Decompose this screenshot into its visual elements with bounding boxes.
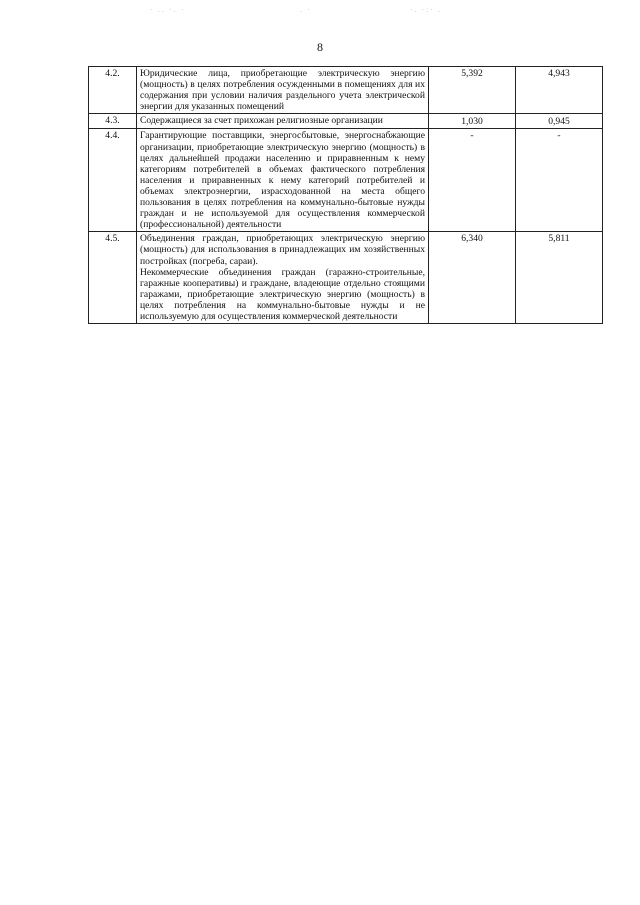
row-description — [137, 129, 429, 232]
scan-noise-right: ·. ·:· . — [410, 6, 442, 14]
row-description-text: Юридические лица, приобретающие электрическую энергию (мощность) в целях потребления осужденными в помещениях для их содержания при условии наличия раздельного учета электрической энергии для указанных помещений — [140, 68, 425, 113]
row-description-text: Содержащиеся за счет прихожан религиозные организации — [140, 115, 383, 127]
row-description-text-1: Объединения граждан, приобретающих электрическую энергию (мощность) для использования в принадлежащих им хозяйственных постройках (погреба, сараи). — [140, 233, 425, 267]
scan-noise-left: · .. ·. · — [150, 6, 186, 14]
row-value-1: 5,392 — [429, 67, 516, 114]
row-value-2: - — [516, 129, 603, 232]
row-value-2: 0,945 — [516, 114, 603, 129]
row-number: 4.3. — [89, 114, 137, 129]
tariff-table — [88, 66, 603, 324]
row-description — [137, 67, 429, 114]
row-number: 4.2. — [89, 67, 137, 114]
table-row — [89, 114, 603, 129]
row-value-1: - — [429, 129, 516, 232]
row-description-text-2: Некоммерческие объединения граждан (гаражно-строительные, гаражные кооперативы) и граждане, владеющие отдельно стоящими гаражами, приобретающие электрическую энергию (мощность) в целях потребления на коммунально-бытовые нужды и не используемую для осуществления коммерческой деятельности — [140, 266, 425, 322]
row-number: 4.4. — [89, 129, 137, 232]
row-value-1: 1,030 — [429, 114, 516, 129]
row-number: 4.5. — [89, 232, 137, 324]
scan-noise-center: . · — [300, 6, 312, 14]
row-value-2: 4,943 — [516, 67, 603, 114]
row-description — [137, 114, 429, 129]
table-row — [89, 232, 603, 324]
table-row — [89, 67, 603, 114]
page-number: 8 — [317, 40, 323, 54]
row-value-2: 5,811 — [516, 232, 603, 324]
row-description-text: Гарантирующие поставщики, энергосбытовые, энергоснабжающие организации, приобретающие электрическую энергию (мощность) в целях дальнейшей продажи населению и приравненным к нему категориям потребителей в объемах фактического потребления населения и приравненных к нему категорий потребителей и объемах электроэнергии, израсходованной на места общего пользования в целях потребления на коммунально-бытовые нужды граждан и не используемой для осуществления коммерческой (профессиональной) деятельности — [140, 130, 425, 231]
table-row — [89, 129, 603, 232]
row-value-1: 6,340 — [429, 232, 516, 324]
row-description — [137, 232, 429, 324]
